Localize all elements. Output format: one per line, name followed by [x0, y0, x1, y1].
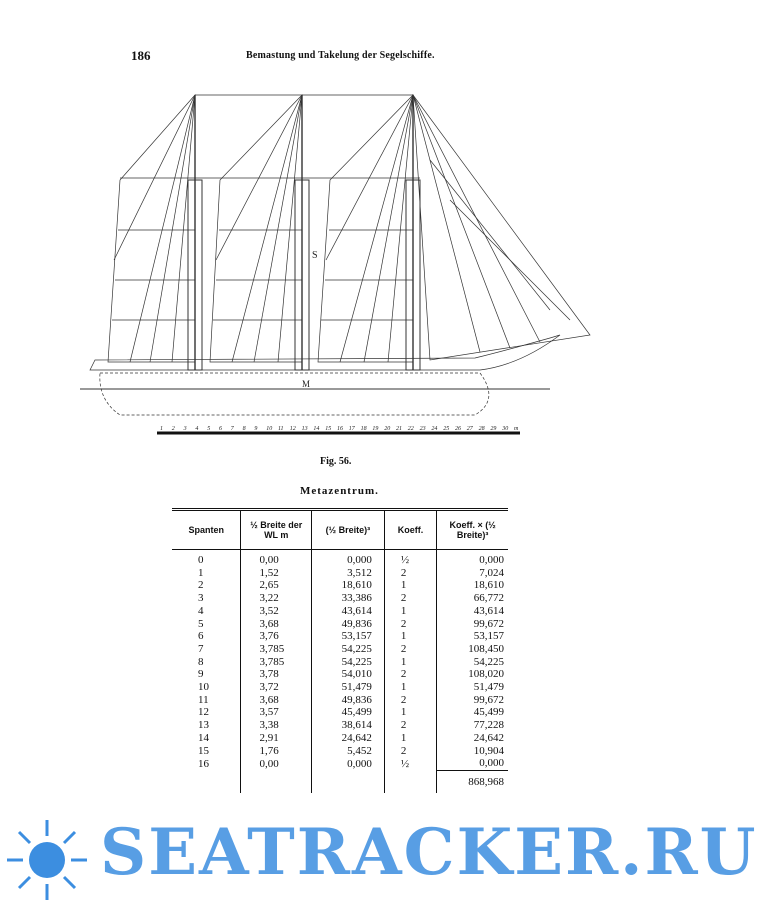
empty-cell — [172, 770, 241, 793]
spant-cell: 9 — [198, 668, 204, 681]
scale-tick-label: 5 — [207, 426, 211, 432]
table-row — [172, 656, 508, 669]
spant-cell: 2 — [198, 579, 204, 592]
koeff-cell: 2 — [384, 719, 436, 732]
breite-cell: 3,57 — [241, 706, 312, 719]
cubed-cell: 53,157 — [312, 630, 385, 643]
headsail-lines — [413, 95, 570, 352]
breite-cell: 3,78 — [241, 668, 312, 681]
scale-tick-label: 6 — [219, 426, 222, 432]
product-cell: 18,610 — [437, 579, 508, 592]
scale-tick-label: 18 — [360, 426, 367, 432]
spant-cell: 0 — [198, 554, 204, 566]
koeff-cell: 2 — [384, 592, 436, 605]
table-title: Metazentrum. — [300, 485, 379, 497]
scale-tick-label: 23 — [419, 426, 426, 432]
spant-cell: 8 — [198, 655, 204, 668]
scale-tick-label: 21 — [396, 426, 402, 432]
scale-tick-label: 29 — [490, 426, 497, 432]
scale-tick-label: 4 — [195, 426, 199, 432]
table-row — [172, 630, 508, 643]
spant-cell: 14 — [198, 731, 209, 744]
cubed-cell: 54,225 — [312, 656, 385, 669]
koeff-cell: 1 — [384, 681, 436, 694]
sun-icon — [7, 820, 87, 900]
scale-tick-labels — [160, 425, 519, 432]
product-cell: 24,642 — [437, 732, 508, 745]
scale-tick-label: 14 — [313, 426, 320, 432]
sail-main — [210, 95, 302, 362]
total-cell: 868,968 — [437, 770, 508, 793]
product-cell: 43,614 — [437, 605, 508, 618]
cubed-cell: 49,836 — [312, 618, 385, 631]
table-header-row — [172, 510, 508, 550]
product-cell: 77,228 — [437, 719, 508, 732]
product-cell: 99,672 — [437, 618, 508, 631]
running-head: Bemastung und Takelung der Segelschiffe. — [246, 50, 435, 61]
cubed-cell: 49,836 — [312, 694, 385, 707]
table-row — [172, 706, 508, 719]
breite-cell: 3,68 — [241, 694, 312, 707]
center-mark: S — [312, 250, 318, 261]
scale-tick-label: 13 — [301, 426, 308, 432]
spant-cell: 15 — [198, 744, 209, 757]
product-cell: 51,479 — [437, 681, 508, 694]
koeff-cell: 2 — [384, 618, 436, 631]
koeff-cell: 2 — [384, 745, 436, 758]
product-cell: 53,157 — [437, 630, 508, 643]
table-row — [172, 550, 508, 567]
breite-cell: 3,72 — [241, 681, 312, 694]
product-cell: 108,450 — [437, 643, 508, 656]
cubed-cell: 54,225 — [312, 643, 385, 656]
spant-cell: 6 — [198, 630, 204, 643]
hull-underwater — [100, 373, 489, 415]
headsails — [413, 95, 590, 360]
spant-cell: 7 — [198, 642, 204, 655]
cubed-cell: 51,479 — [312, 681, 385, 694]
cubed-cell: 0,000 — [312, 550, 385, 567]
spant-cell: 4 — [198, 604, 204, 617]
cubed-cell: 0,000 — [312, 757, 385, 770]
figure-caption: Fig. 56. — [320, 456, 352, 467]
metazentrum-table — [172, 508, 508, 793]
scale-tick-label: 27 — [466, 426, 473, 432]
spant-cell: 13 — [198, 719, 209, 732]
spant-cell: 11 — [198, 693, 209, 706]
koeff-cell: 1 — [384, 732, 436, 745]
header-koeff: Koeff. — [384, 510, 436, 550]
scale-unit: m — [514, 426, 519, 432]
breite-cell: 3,22 — [241, 592, 312, 605]
scale-tick-label: 26 — [455, 426, 461, 432]
header-product: Koeff. × (½ Breite)³ — [437, 510, 508, 550]
scale-tick-label: 19 — [372, 426, 379, 432]
koeff-cell: 2 — [384, 668, 436, 681]
product-cell: 0,000 — [437, 757, 508, 770]
breite-cell: 2,65 — [241, 579, 312, 592]
koeff-cell: 2 — [384, 643, 436, 656]
sail-main-lines — [213, 95, 302, 362]
table-row — [172, 719, 508, 732]
cubed-cell: 3,512 — [312, 567, 385, 580]
table-row — [172, 579, 508, 592]
breite-cell: 1,52 — [241, 567, 312, 580]
empty-cell — [312, 770, 385, 793]
scale-tick-label: 8 — [242, 426, 246, 432]
breite-cell: 3,68 — [241, 618, 312, 631]
scale-tick-label: 25 — [443, 426, 450, 432]
hull-outline — [90, 335, 560, 370]
table-row — [172, 567, 508, 580]
scale-tick-label: 15 — [325, 426, 332, 432]
table-row — [172, 694, 508, 707]
breite-cell: 2,91 — [241, 732, 312, 745]
cubed-cell: 33,386 — [312, 592, 385, 605]
breite-cell: 0,00 — [241, 550, 312, 567]
watermark-text: SEATRACKER.RU — [100, 815, 757, 890]
spant-cell: 3 — [198, 592, 204, 605]
breite-cell: 0,00 — [241, 757, 312, 770]
scale-tick-label: 9 — [254, 426, 258, 432]
spant-cell: 16 — [198, 757, 209, 770]
cubed-cell: 38,614 — [312, 719, 385, 732]
cubed-cell: 54,010 — [312, 668, 385, 681]
koeff-cell: 1 — [384, 706, 436, 719]
koeff-cell: 1 — [384, 605, 436, 618]
sail-fore — [108, 95, 195, 362]
spant-cell: 12 — [198, 706, 209, 719]
scale-tick-label: 12 — [289, 426, 296, 432]
table-row — [172, 745, 508, 758]
breite-cell: 3,76 — [241, 630, 312, 643]
koeff-cell: 1 — [384, 630, 436, 643]
scale-tick-label: 1 — [160, 426, 163, 432]
product-cell: 45,499 — [437, 706, 508, 719]
product-cell: 0,000 — [437, 550, 508, 567]
spant-cell: 10 — [198, 681, 209, 694]
sail-fore-lines — [112, 95, 195, 362]
koeff-cell: 2 — [384, 694, 436, 707]
koeff-cell: 1 — [384, 656, 436, 669]
cubed-cell: 24,642 — [312, 732, 385, 745]
cubed-cell: 5,452 — [312, 745, 385, 758]
table-row — [172, 681, 508, 694]
empty-cell — [384, 770, 436, 793]
table-row — [172, 732, 508, 745]
table-row — [172, 668, 508, 681]
scale-tick-label: 20 — [384, 426, 391, 432]
table-row — [172, 757, 508, 770]
table-row — [172, 592, 508, 605]
koeff-cell: ½ — [384, 757, 436, 770]
scale-tick-label: 10 — [266, 426, 273, 432]
table-row — [172, 605, 508, 618]
breite-cell: 3,785 — [241, 643, 312, 656]
scale-tick-label: 17 — [348, 426, 355, 432]
scale-tick-label: 2 — [171, 426, 175, 432]
product-cell: 108,020 — [437, 668, 508, 681]
breite-cell: 1,76 — [241, 745, 312, 758]
koeff-cell: ½ — [384, 550, 436, 567]
cubed-cell: 18,610 — [312, 579, 385, 592]
product-cell: 66,772 — [437, 592, 508, 605]
product-cell: 7,024 — [437, 567, 508, 580]
breite-cell: 3,38 — [241, 719, 312, 732]
product-cell: 54,225 — [437, 656, 508, 669]
breite-cell: 3,52 — [241, 605, 312, 618]
header-breite-cubed: (½ Breite)³ — [312, 510, 385, 550]
scale-tick-label: 7 — [230, 426, 234, 432]
scale-tick-label: 30 — [502, 426, 509, 432]
spant-cell: 1 — [198, 566, 204, 579]
scale-tick-label: 11 — [278, 426, 284, 432]
scale-tick-label: 16 — [337, 426, 343, 432]
header-breite: ½ Breite der WL m — [241, 510, 312, 550]
empty-cell — [241, 770, 312, 793]
breite-cell: 3,785 — [241, 656, 312, 669]
table-total-row — [172, 770, 508, 793]
header-spanten: Spanten — [188, 525, 224, 535]
product-cell: 99,672 — [437, 694, 508, 707]
table-row — [172, 643, 508, 656]
cubed-cell: 45,499 — [312, 706, 385, 719]
scale-tick-label: 22 — [407, 426, 414, 432]
scale-tick-label: 3 — [183, 426, 187, 432]
page-number: 186 — [131, 48, 151, 63]
sail-mizzen — [318, 95, 413, 362]
cubed-cell: 43,614 — [312, 605, 385, 618]
scale-tick-label: 28 — [478, 426, 485, 432]
spant-cell: 5 — [198, 617, 204, 630]
scale-tick-label: 24 — [431, 426, 438, 432]
koeff-cell: 2 — [384, 567, 436, 580]
sail-mizzen-lines — [321, 95, 413, 362]
table-row — [172, 618, 508, 631]
ship-rigging-drawing — [80, 80, 550, 452]
koeff-cell: 1 — [384, 579, 436, 592]
product-cell: 10,904 — [437, 745, 508, 758]
m-mark: M — [302, 379, 311, 389]
